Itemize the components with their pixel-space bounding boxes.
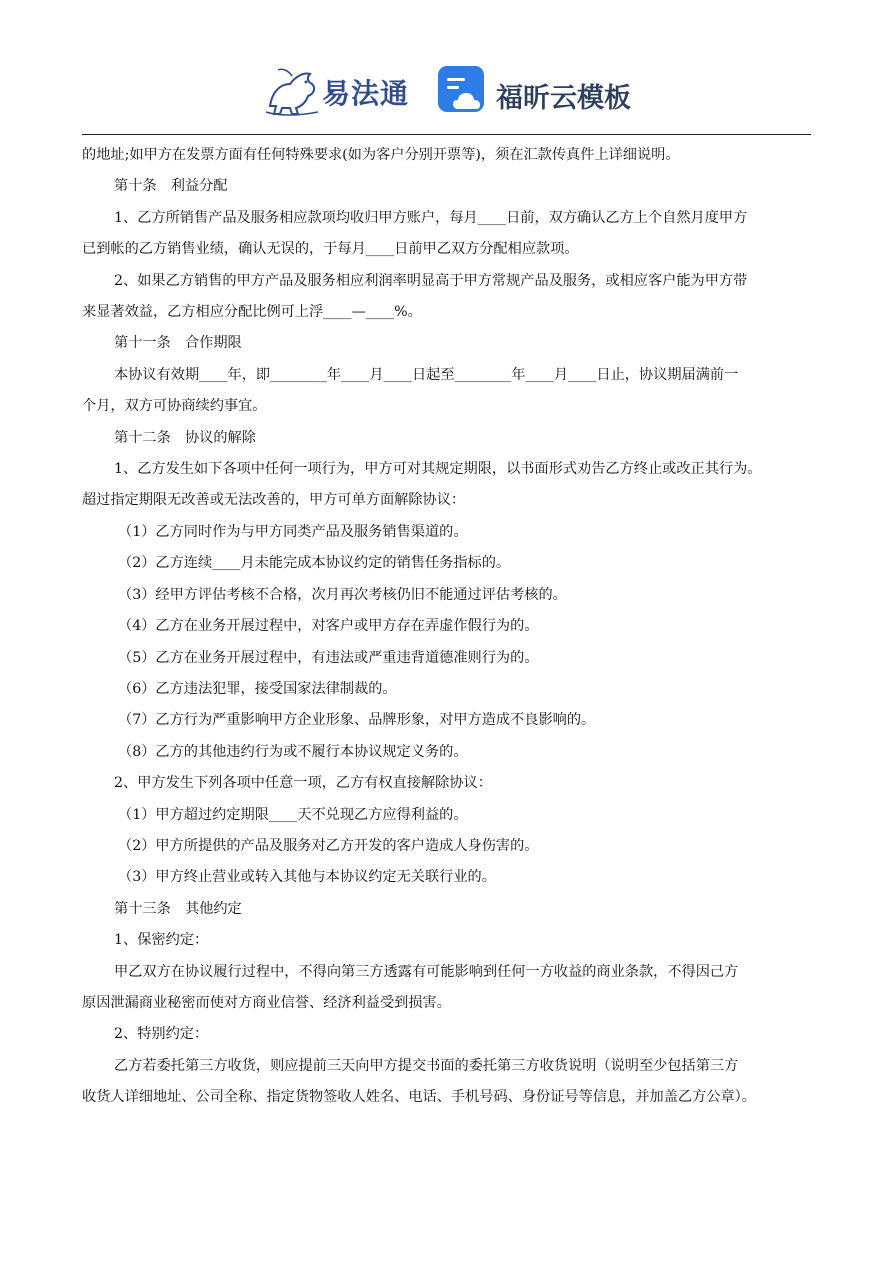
document-line: 1、乙方发生如下各项中任何一项行为，甲方可对其规定期限，以书面形式劝告乙方终止或改正其行为。: [114, 461, 762, 478]
document-line: （2）甲方所提供的产品及服务对乙方开发的客户造成人身伤害的。: [118, 837, 539, 854]
document-line: （3）经甲方评估考核不合格，次月再次考核仍旧不能通过评估考核的。: [118, 586, 567, 603]
document-line: （6）乙方违法犯罪，接受国家法律制裁的。: [118, 680, 397, 697]
document-line: （8）乙方的其他违约行为或不履行本协议规定义务的。: [118, 743, 468, 760]
yifatong-logo-text: 易法通: [322, 77, 410, 110]
document-line: （5）乙方在业务开展过程中，有违法或严重违背道德准则行为的。: [118, 649, 539, 666]
document-line: 乙方若委托第三方收货，则应提前三天向甲方提交书面的委托第三方收货说明（说明至少包括第三方: [114, 1057, 739, 1074]
document-header: [0, 58, 893, 128]
document-line: 个月，双方可协商续约事宜。: [82, 398, 267, 415]
document-line: （1）乙方同时作为与甲方同类产品及服务销售渠道的。: [118, 523, 468, 540]
document-line: 1、乙方所销售产品及服务相应款项均收归甲方账户，每月____日前，双方确认乙方上个自然月度甲方: [114, 209, 748, 226]
document-line: 第十二条 协议的解除: [114, 429, 256, 446]
document-line: 已到帐的乙方销售业绩，确认无误的，于每月____日前甲乙双方分配相应款项。: [82, 241, 579, 258]
document-line: 原因泄漏商业秘密而使对方商业信誉、经济利益受到损害。: [82, 994, 451, 1011]
cloud-document-icon: [436, 64, 488, 116]
document-line: 本协议有效期____年，即________年____月____日起至________年____月____日止，协议期届满前一: [114, 366, 739, 383]
document-line: 2、甲方发生下列各项中任意一项，乙方有权直接解除协议：: [114, 775, 492, 792]
document-line: 收货人详细地址、公司全称、指定货物签收人姓名、电话、手机号码、身份证号等信息，并加盖乙方公章）。: [82, 1089, 756, 1106]
document-line: （7）乙方行为严重影响甲方企业形象、品牌形象，对甲方造成不良影响的。: [118, 712, 596, 729]
document-line: 第十条 利益分配: [114, 178, 228, 195]
document-line: 甲乙双方在协议履行过程中，不得向第三方透露有可能影响到任何一方收益的商业条款，不得因己方: [114, 963, 739, 980]
document-line: 超过指定期限无改善或无法改善的，甲方可单方面解除协议：: [82, 492, 466, 509]
document-body: [82, 140, 817, 1114]
document-line: （3）甲方终止营业或转入其他与本协议约定无关联行业的。: [118, 869, 496, 886]
document-line: （4）乙方在业务开展过程中，对客户或甲方存在弄虚作假行为的。: [118, 618, 539, 635]
document-line: 第十一条 合作期限: [114, 335, 242, 352]
fuxin-logo-text: 福昕云模板: [496, 83, 631, 114]
qilin-icon: [262, 62, 322, 118]
yifatong-logo: [262, 62, 412, 118]
document-line: 1、保密约定：: [114, 932, 209, 949]
document-line: （2）乙方连续____月未能完成本协议约定的销售任务指标的。: [118, 555, 511, 572]
header-divider: [82, 134, 811, 135]
fuxin-cloud-template-logo: [436, 64, 636, 118]
document-line: 的地址;如甲方在发票方面有任何特殊要求(如为客户分别开票等)，须在汇款传真件上详细说明。: [82, 147, 680, 163]
document-line: 2、如果乙方销售的甲方产品及服务相应利润率明显高于甲方常规产品及服务，或相应客户能为甲方带: [114, 272, 748, 289]
document-line: （1）甲方超过约定期限____天不兑现乙方应得利益的。: [118, 806, 468, 823]
document-line: 来显著效益，乙方相应分配比例可上浮____—____%。: [82, 304, 422, 321]
document-line: 2、特别约定：: [114, 1026, 209, 1043]
document-line: 第十三条 其他约定: [114, 900, 242, 917]
